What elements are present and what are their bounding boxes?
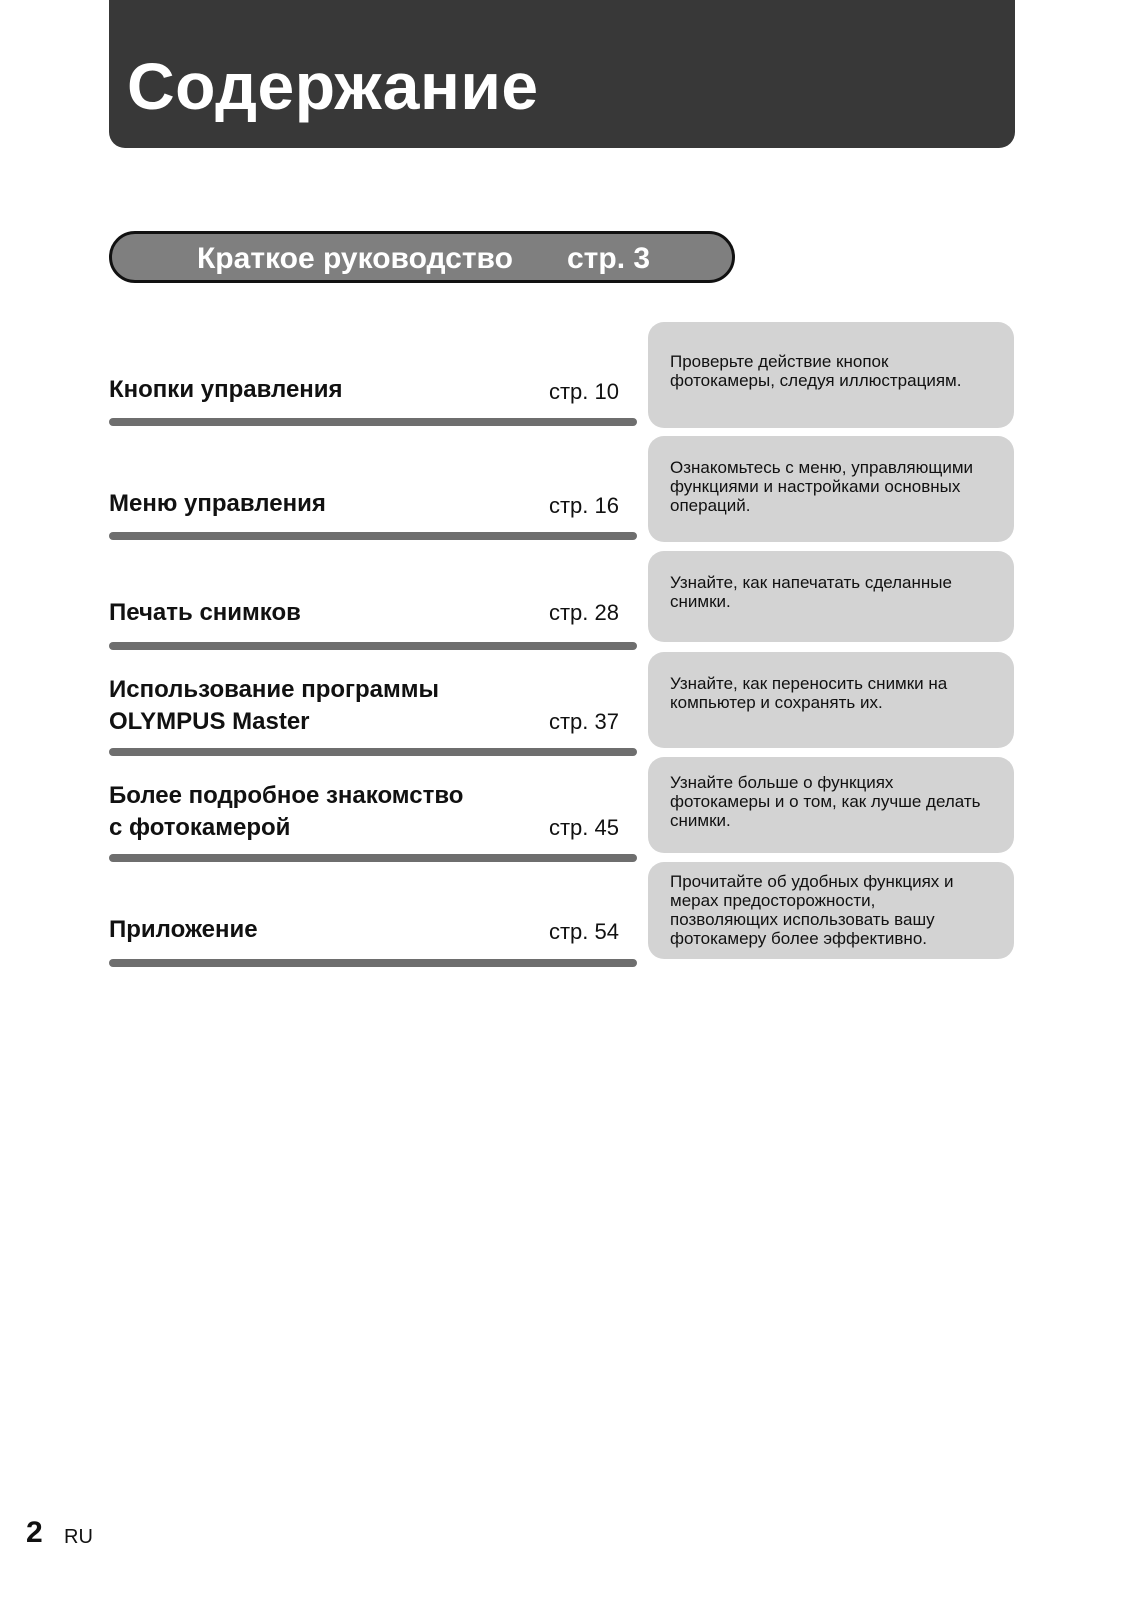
toc-item-printing[interactable] [109, 597, 637, 649]
quick-guide-link[interactable] [109, 231, 735, 283]
title-banner [109, 0, 1015, 148]
toc-item-camera-guide[interactable] [109, 780, 637, 864]
description-box [648, 862, 1014, 959]
toc-item-title: Более подробное знакомство с фотокамерой [109, 782, 464, 841]
toc-item-page: стр. 45 [548, 815, 619, 840]
description-text: Ознакомьтесь с меню, управляющими функциями и настройками основных операций. [670, 458, 974, 515]
toc-item-title: Печать снимков [109, 599, 301, 626]
toc-item-control-menu[interactable] [109, 484, 637, 544]
divider [109, 642, 637, 650]
description-box [648, 322, 1014, 428]
toc-item-control-buttons[interactable] [109, 370, 637, 430]
toc-item-appendix[interactable] [109, 914, 637, 970]
divider [109, 532, 637, 540]
page-title: Содержание [127, 49, 539, 123]
toc-item-title: Использование программы OLYMPUS Master [109, 676, 440, 735]
description-box [648, 757, 1014, 853]
toc-item-page: стр. 28 [548, 600, 619, 625]
toc-item-title: Приложение [109, 916, 258, 943]
divider [109, 418, 637, 426]
description-box [648, 436, 1014, 542]
toc-item-title: Кнопки управления [109, 376, 343, 403]
description-box [648, 652, 1014, 748]
quick-guide-page: стр. 3 [567, 242, 651, 275]
toc-item-page: стр. 10 [548, 379, 619, 404]
description-text: Узнайте, как напечатать сделанные снимки. [670, 573, 952, 611]
divider [109, 959, 637, 967]
divider [109, 748, 637, 756]
divider [109, 854, 637, 862]
quick-guide-label: Краткое руководство [197, 242, 513, 275]
toc-item-title: Меню управления [109, 490, 326, 517]
toc-item-page: стр. 54 [548, 919, 619, 944]
footer-page-number: 2 [26, 1516, 43, 1549]
description-text: Прочитайте об удобных функциях и мерах предосторожности, позволяющих использовать вашу фотокамеру более эффективно. [670, 872, 954, 948]
toc-item-page: стр. 37 [548, 709, 619, 734]
description-text: Узнайте, как переносить снимки на компьютер и сохранять их. [670, 674, 948, 712]
description-text: Узнайте больше о функциях фотокамеры и о том, как лучше делать снимки. [670, 773, 981, 830]
toc-item-page: стр. 16 [548, 493, 619, 518]
description-text: Проверьте действие кнопок фотокамеры, следуя иллюстрациям. [670, 352, 962, 390]
description-box [648, 551, 1014, 642]
toc-item-olympus-master[interactable] [109, 674, 637, 758]
footer-language: RU [64, 1526, 93, 1548]
